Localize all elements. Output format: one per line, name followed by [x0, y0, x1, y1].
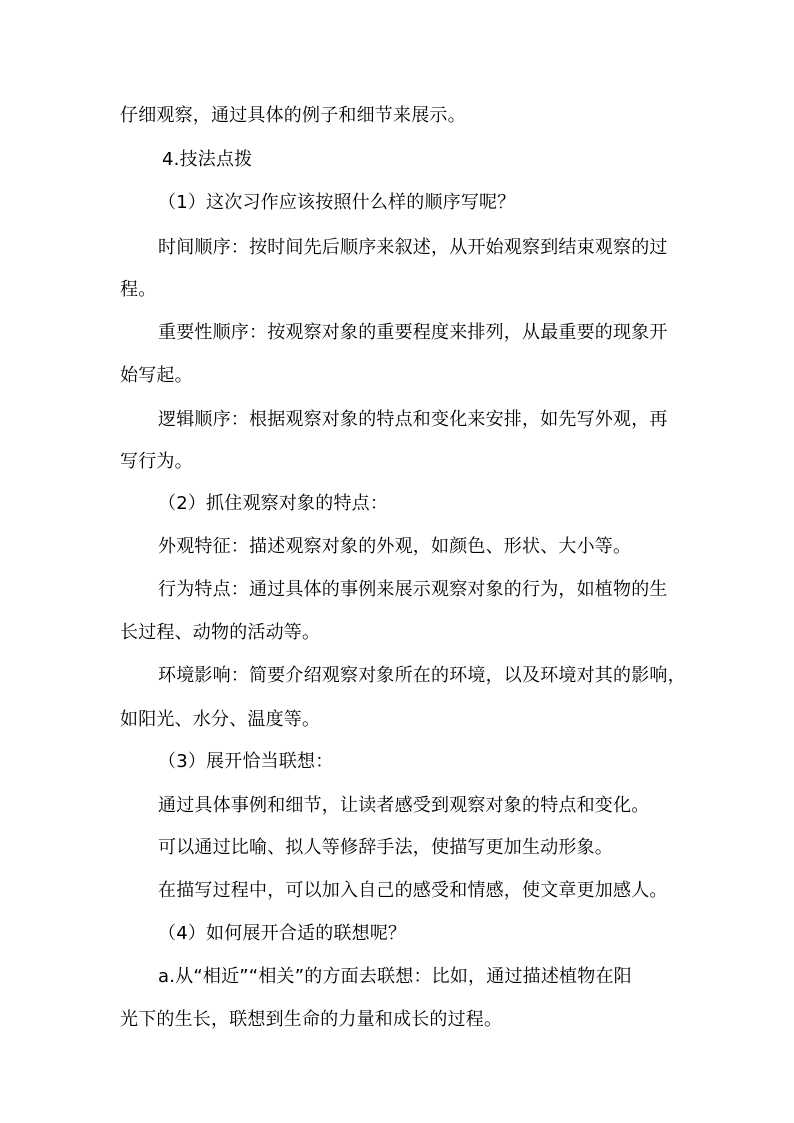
paragraph-line: 程。 [120, 279, 157, 300]
paragraph-line: 外观特征：描述观察对象的外观，如颜色、形状、大小等。 [158, 536, 632, 557]
paragraph-line: 始写起。 [120, 365, 193, 386]
paragraph-line: a.从“相近”“相关”的方面去联想：比如，通过描述植物在阳 [158, 966, 632, 987]
paragraph-line: 长过程、动物的活动等。 [120, 622, 321, 643]
paragraph-line: 环境影响：简要介绍观察对象所在的环境，以及环境对其的影响， [158, 665, 686, 686]
paragraph-line: 光下的生长，联想到生命的力量和成长的过程。 [120, 1009, 503, 1030]
paragraph-line: 写行为。 [120, 451, 193, 472]
subsection-heading: （1）这次习作应该按照什么样的顺序写呢？ [158, 192, 516, 213]
subsection-heading: （3）展开恰当联想： [158, 751, 334, 772]
subsection-heading: （2）抓住观察对象的特点： [158, 493, 389, 514]
paragraph-line: 仔细观察，通过具体的例子和细节来展示。 [120, 105, 466, 126]
paragraph-line: 如阳光、水分、温度等。 [120, 709, 321, 730]
paragraph-line: 行为特点：通过具体的事例来展示观察对象的行为，如植物的生 [158, 579, 668, 600]
section-heading: 4.技法点拨 [162, 149, 253, 170]
paragraph-line: 在描写过程中，可以加入自己的感受和情感，使文章更加感人。 [158, 880, 668, 901]
subsection-heading: （4）如何展开合适的联想呢？ [158, 923, 407, 944]
paragraph-line: 可以通过比喻、拟人等修辞手法，使描写更加生动形象。 [158, 837, 613, 858]
paragraph-line: 逻辑顺序：根据观察对象的特点和变化来安排，如先写外观，再 [158, 409, 668, 430]
paragraph-line: 重要性顺序：按观察对象的重要程度来排列，从最重要的现象开 [158, 322, 668, 343]
paragraph-line: 通过具体事例和细节，让读者感受到观察对象的特点和变化。 [158, 795, 650, 816]
paragraph-line: 时间顺序：按时间先后顺序来叙述，从开始观察到结束观察的过 [158, 237, 668, 258]
